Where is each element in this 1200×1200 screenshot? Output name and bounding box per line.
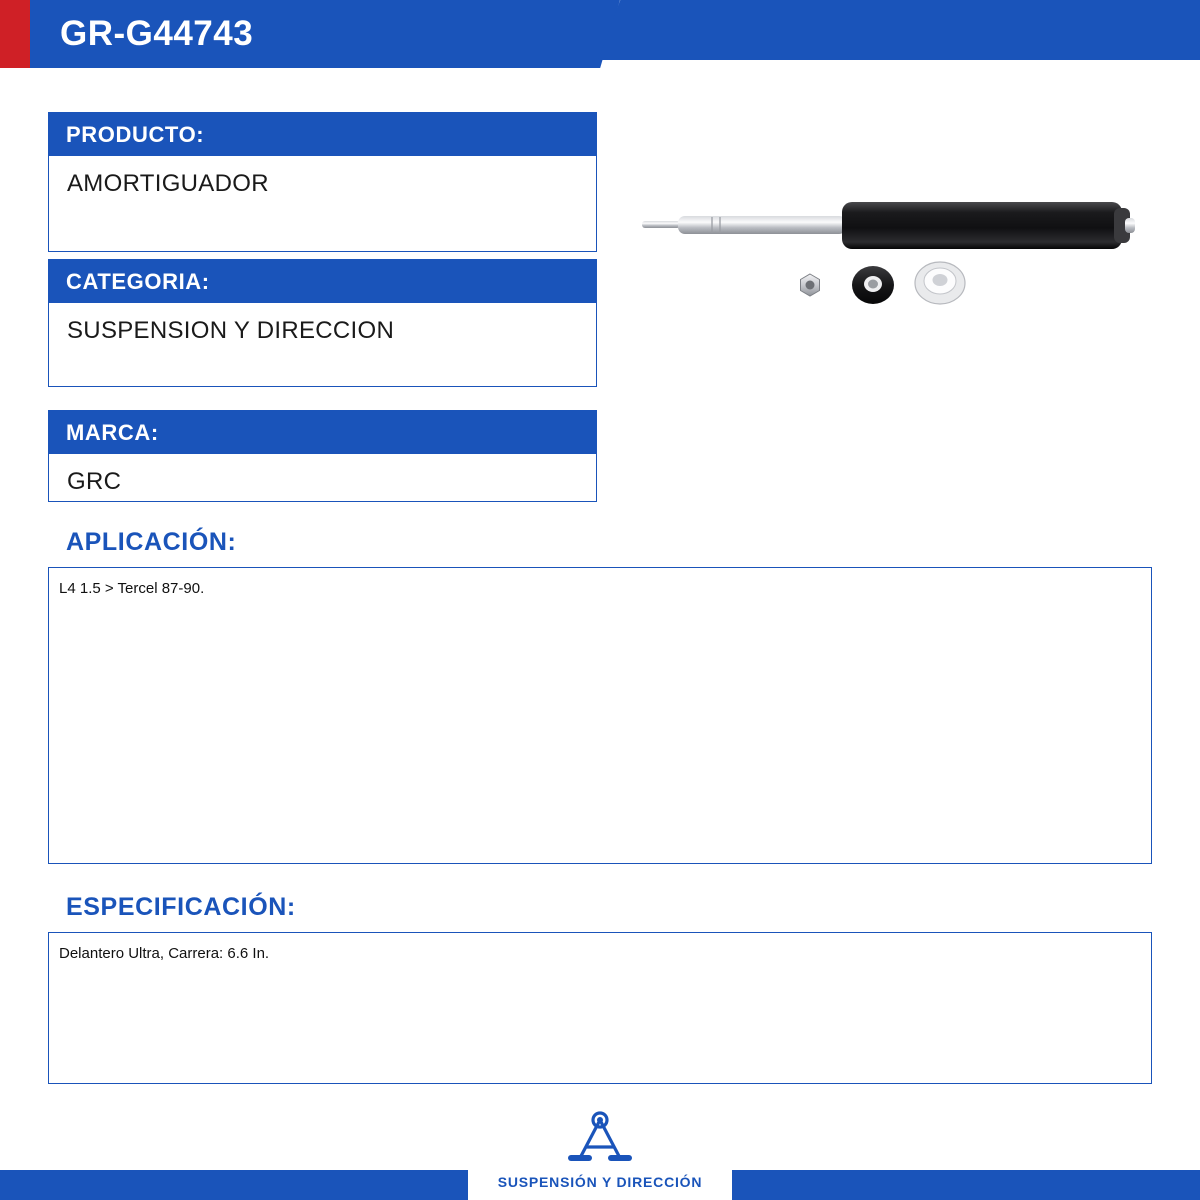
section-aplicacion (48, 528, 1152, 864)
section-especificacion-title: ESPECIFICACIÓN: (66, 893, 296, 921)
section-especificacion (48, 893, 1152, 1084)
suspension-control-arm-icon (540, 1110, 660, 1170)
field-producto-label: PRODUCTO: (48, 112, 597, 156)
field-categoria-value: SUSPENSION Y DIRECCION (48, 303, 597, 387)
field-marca (48, 410, 597, 502)
footer-caption: SUSPENSIÓN Y DIRECCIÓN (497, 1174, 703, 1190)
page-footer (0, 1088, 1200, 1200)
field-producto-value: AMORTIGUADOR (48, 156, 597, 252)
section-aplicacion-title: APLICACIÓN: (66, 528, 237, 556)
footer-bar-left (0, 1170, 468, 1200)
field-marca-label: MARCA: (48, 410, 597, 454)
section-aplicacion-value: L4 1.5 > Tercel 87-90. (48, 567, 1152, 864)
field-marca-value: GRC (48, 454, 597, 502)
header-red-accent (0, 0, 30, 68)
field-categoria (48, 259, 597, 387)
header-blue-band-right (598, 0, 1200, 60)
field-producto (48, 112, 597, 252)
page-header (0, 0, 1200, 68)
section-especificacion-value: Delantero Ultra, Carrera: 6.6 In. (48, 932, 1152, 1084)
page-title: GR-G44743 (60, 14, 254, 53)
product-image (620, 170, 1160, 360)
footer-bar-right (732, 1170, 1200, 1200)
field-categoria-label: CATEGORIA: (48, 259, 597, 303)
